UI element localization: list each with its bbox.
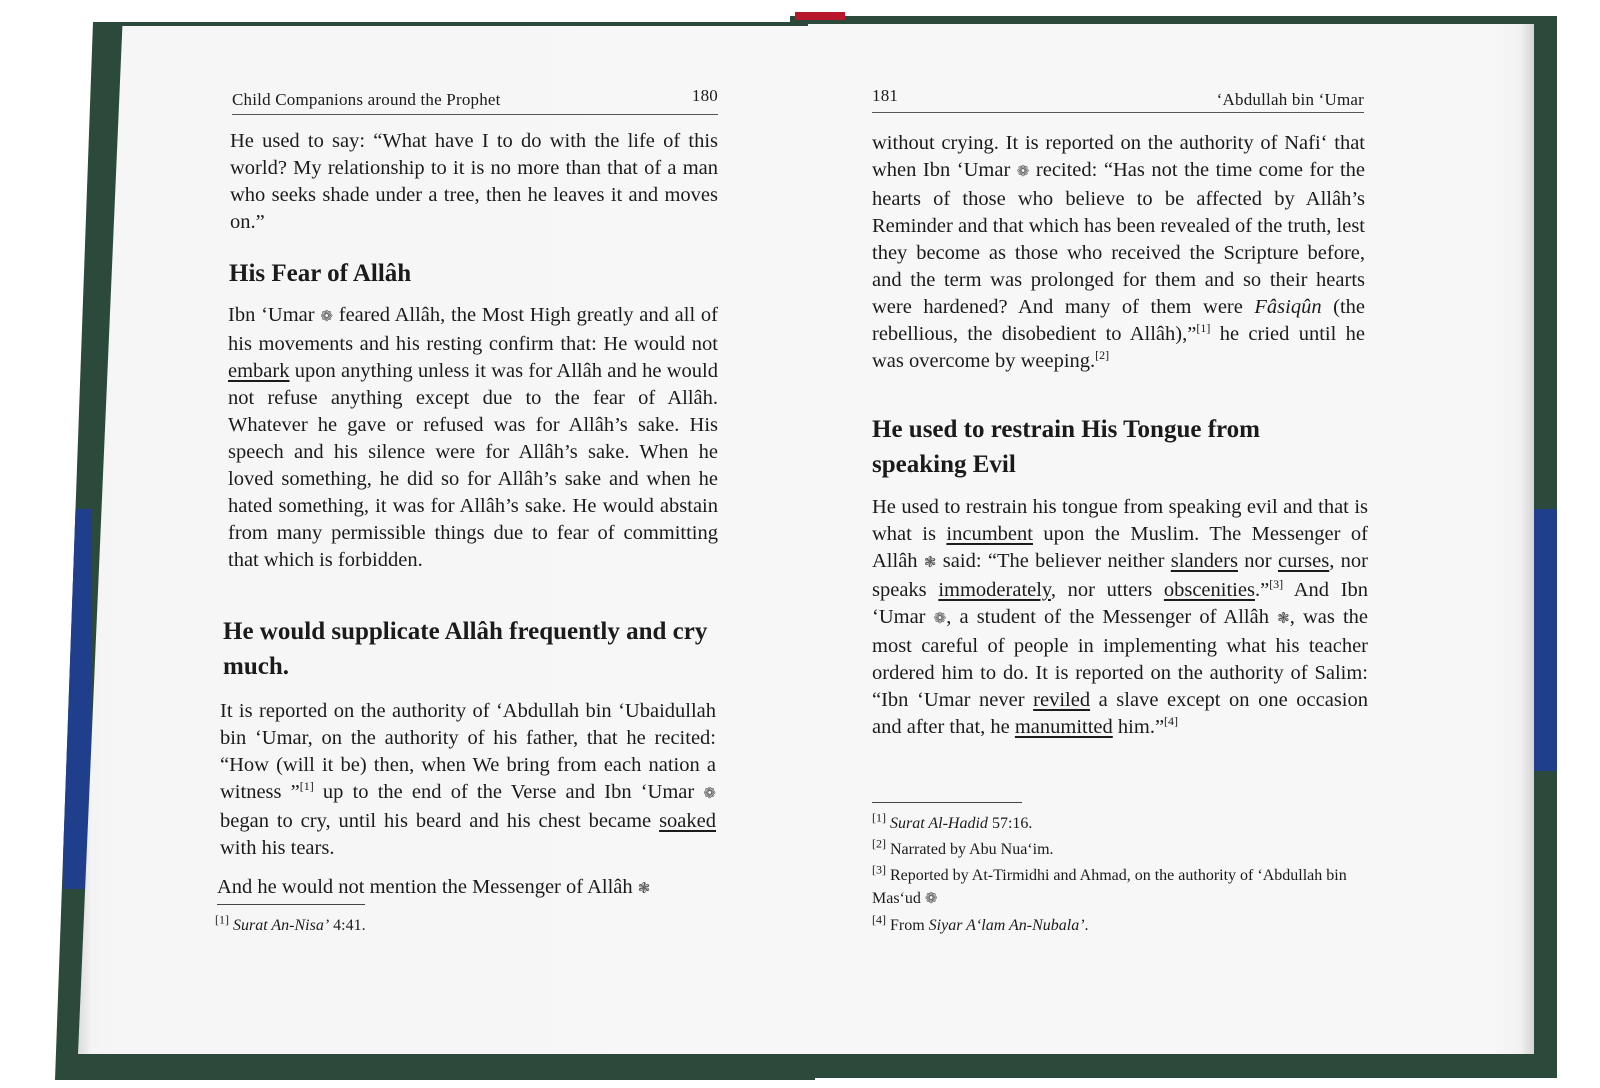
cover-blue-stripe-left: [63, 509, 91, 889]
honorific-ra-icon: ❁: [924, 891, 938, 907]
footnote-ref: [3]: [1269, 577, 1284, 592]
left-page-number: 180: [691, 86, 718, 105]
right-para2-part: He used to restrain his tongue from speaking evil and that is what is: [872, 496, 1368, 545]
underlined-word: curses: [1277, 550, 1330, 572]
right-footnote-2: [872, 838, 1372, 861]
right-para2-part: , was the most careful of people in implementing what his teacher ordered him to do. It is reported on the authority of Salim: “Ibn ‘Umar never: [872, 606, 1368, 711]
right-para2-part: , nor speaks: [872, 550, 1369, 601]
right-para2-part: And Ibn ‘Umar: [872, 579, 1369, 628]
right-footnote-3: [872, 864, 1372, 911]
italic-term: Fâsiqûn: [1254, 296, 1322, 318]
honorific-ra-icon: ❁: [320, 309, 333, 325]
left-para3-part: It is reported on the authority of ‘Abdullah bin ‘Ubaidullah bin ‘Umar, on the authority of his father, that he recited: “How (will it be) then, when We bring from each nation a witness ”: [220, 700, 716, 803]
right-para2-part: , nor utters: [1050, 579, 1164, 601]
heading-supplicate-frequently: He would supplicate Allâh frequently and cry much.: [223, 618, 708, 680]
underlined-word: manumitted: [1014, 716, 1113, 738]
left-para4-text: And he would not mention the Messenger of Allâh: [217, 876, 638, 898]
left-para3-part: began to cry, until his beard and his chest became: [220, 810, 660, 832]
spine-ribbon-top: [795, 12, 845, 20]
footnote-ref: [1]: [1196, 321, 1211, 336]
left-footnote-rule: [217, 904, 365, 905]
left-para1-text: He used to say: “What have I to do with the life of this world? My relationship to it is no more than that of a man who seeks shade under a tree, then he leaves it and moves on.”: [230, 130, 718, 233]
honorific-saw-icon: ❃: [1277, 611, 1290, 627]
footnote-source: Surat An-Nisa’: [233, 917, 330, 934]
left-para3-part: with his tears.: [220, 837, 335, 859]
left-running-title: Child Companions around the Prophet: [232, 90, 501, 109]
right-para2-part: , a student of the Messenger of Allâh: [946, 606, 1278, 628]
footnote-source: Siyar A‘lam An-Nubala’: [928, 917, 1085, 934]
footnote-mark: [3]: [872, 862, 886, 877]
underlined-word: obscenities: [1163, 579, 1255, 601]
left-footnote-1: [215, 914, 695, 937]
honorific-ra-icon: ❁: [703, 786, 716, 802]
left-para2-part: feared Allâh, the Most High greatly and all of his movements and his resting confirm that: He would not: [228, 304, 718, 355]
left-running-head: [232, 86, 718, 115]
underlined-word: slanders: [1170, 550, 1238, 572]
right-para1-part: without crying. It is reported on the authority of Nafi‘ that when Ibn ‘Umar: [872, 132, 1365, 181]
footnote-text: From: [890, 917, 929, 934]
heading-restrain-tongue: He used to restrain His Tongue from speaking Evil: [872, 416, 1260, 478]
right-footnote-4: [872, 914, 1372, 937]
footnote-mark: [2]: [872, 836, 886, 851]
right-para2-part: nor: [1237, 550, 1278, 572]
right-para2-part: him.”: [1112, 716, 1165, 738]
left-para2-part: upon anything unless it was for Allâh and he would not refuse anything except due to the fear of Allâh. Whatever he gave or refused was for Allâh’s sake. His speech and his silence were for Allâh’s sake. When he loved something, he did so for Allâh’s sake and when he hated something, it was for Allâh’s sake. He would abstain from many permissible things due to fear of committing that which is forbidden.: [228, 360, 718, 571]
left-paragraph-1: [230, 128, 718, 236]
heading-fear-of-allah: His Fear of Allâh: [229, 260, 412, 287]
honorific-ra-icon: ❁: [1016, 164, 1030, 180]
right-paragraph-1: [872, 130, 1365, 375]
right-para2-part: a slave except on one occasion and after that, he: [872, 689, 1369, 738]
right-para2-part: said: “The believer neither: [936, 550, 1171, 572]
footnote-ref: [2]: [1095, 348, 1110, 363]
honorific-ra-icon: ❁: [933, 611, 947, 627]
right-page-number: 181: [872, 86, 899, 105]
honorific-saw-icon: ❃: [923, 555, 937, 571]
right-paragraph-2: [872, 494, 1368, 741]
left-para2-part: Ibn ‘Umar: [228, 304, 321, 326]
left-paragraph-3: [220, 698, 716, 862]
footnote-mark: [1]: [215, 912, 229, 927]
right-footnote-1: [872, 812, 1372, 835]
right-running-head: [872, 88, 1364, 113]
left-page: [92, 28, 820, 1050]
footnote-ref-text: 57:16.: [987, 815, 1033, 832]
underlined-word: embark: [228, 360, 290, 382]
right-footnote-rule: [872, 802, 1022, 803]
right-para2-part: .”: [1254, 579, 1270, 601]
right-para1-part: (the rebellious, the disobedient to Allâh),”: [872, 296, 1365, 345]
right-running-title: ‘Abdullah bin ‘Umar: [1216, 90, 1364, 109]
right-page: [812, 26, 1522, 1052]
footnote-text: Reported by At-Tirmidhi and Ahmad, on the authority of ‘Abdullah bin Mas‘ud: [872, 867, 1347, 907]
footnote-ref-text: 4:41.: [329, 917, 366, 934]
honorific-saw-icon: ❃: [637, 881, 651, 897]
left-paragraph-4: [217, 874, 717, 903]
footnote-mark: [1]: [872, 810, 886, 825]
footnote-text: Narrated by Abu Nua‘im.: [890, 841, 1054, 858]
footnote-text: .: [1084, 917, 1089, 934]
underlined-word: soaked: [659, 810, 716, 832]
right-para1-part: recited: “Has not the time come for the hearts of those who believe to be affected by Allâh’s Reminder and that which has been revealed of the truth, lest they become as those who received the Scripture before, and the term was prolonged for them and so their hearts were hardened? And many of them were: [872, 159, 1365, 318]
right-para2-part: upon the Muslim. The Messenger of Allâh: [872, 523, 1368, 572]
footnote-mark: [4]: [872, 912, 886, 927]
footnote-source: Surat Al-Hadid: [890, 815, 988, 832]
underlined-word: immoderately: [938, 579, 1051, 601]
underlined-word: incumbent: [946, 523, 1033, 545]
right-para1-part: he cried until he was overcome by weeping.: [872, 323, 1365, 372]
left-paragraph-2: [228, 302, 718, 574]
underlined-word: reviled: [1033, 689, 1091, 711]
footnote-ref: [1]: [299, 779, 314, 794]
left-para3-part: up to the end of the Verse and Ibn ‘Umar: [313, 781, 704, 803]
footnote-ref: [4]: [1164, 714, 1179, 729]
